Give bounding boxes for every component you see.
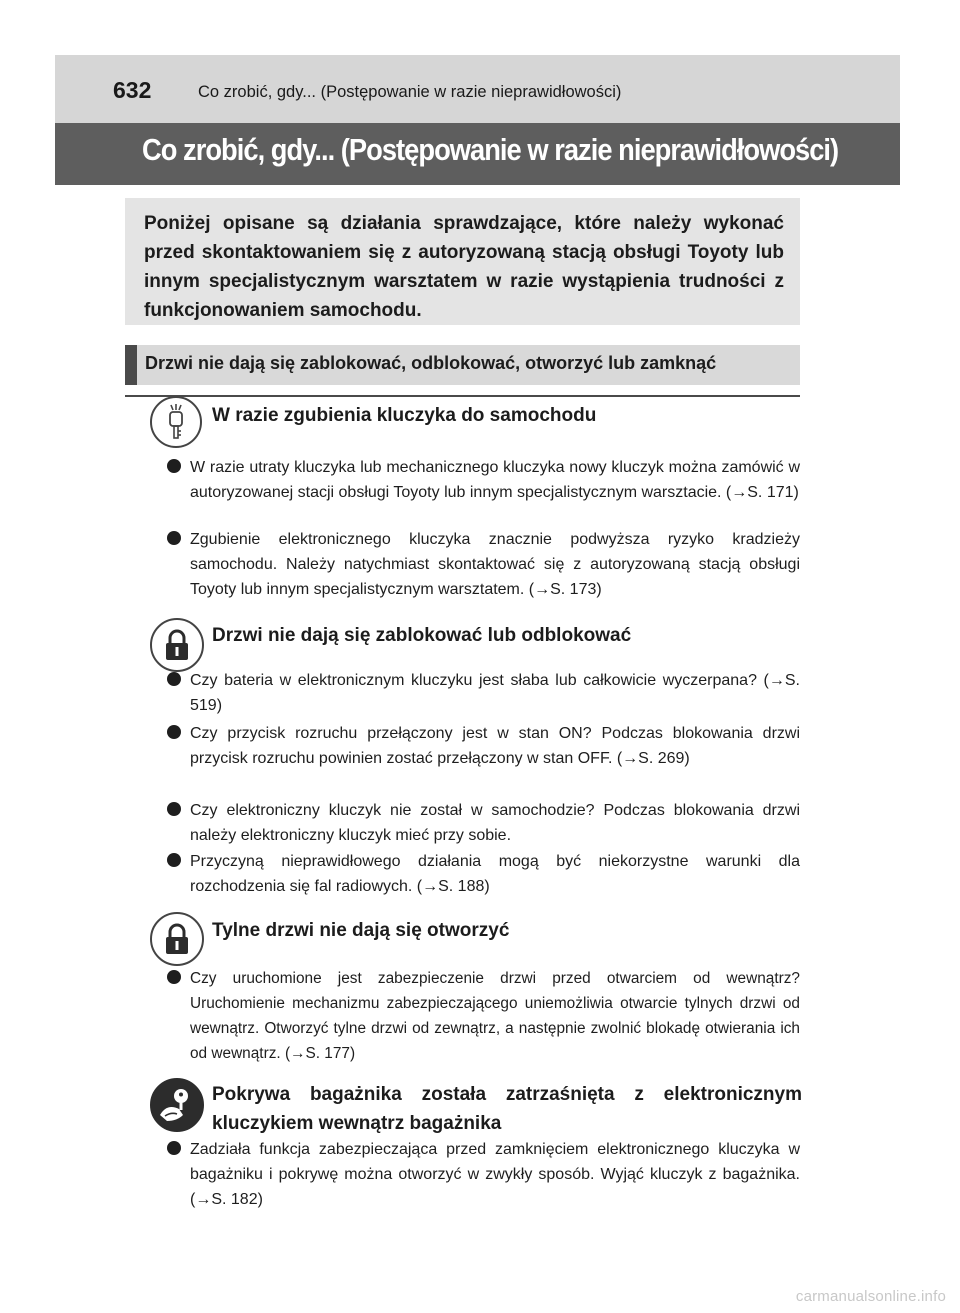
trunk-key-icon <box>150 1078 204 1132</box>
list-item <box>167 966 800 1066</box>
list-item <box>167 455 800 505</box>
list-item <box>167 849 800 899</box>
section-bar <box>125 345 137 385</box>
bullet-icon <box>167 531 181 545</box>
key-icon <box>150 396 202 448</box>
bullet-icon <box>167 1141 181 1155</box>
subsection-title: Tylne drzwi nie dają się otworzyć <box>212 920 510 941</box>
bullet-text: Czy bateria w elektronicznym kluczyku jest słaba lub całkowicie wyczerpana? (→S. 519) <box>190 672 800 714</box>
watermark: carmanualsonline.info <box>795 1288 946 1305</box>
section-title: Drzwi nie dają się zablokować, odblokować, otworzyć lub zamknąć <box>145 353 717 373</box>
bullet-text: Zadziała funkcja zabezpieczająca przed zamknięciem elektronicznego kluczyka w bagażniku i pokrywę można otworzyć w zwykły sposób. Wyjąć kluczyk z bagażnika. (→S. 182) <box>190 1141 800 1208</box>
bullet-icon <box>167 802 181 816</box>
list-item <box>167 668 800 718</box>
subsection-title: Pokrywa bagażnika została zatrzaśnięta z elektronicznym kluczykiem wewnątrz bagażnika <box>212 1084 802 1134</box>
bullet-text: Czy przycisk rozruchu przełączony jest w stan ON? Podczas blokowania drzwi przycisk rozruchu powinien zostać przełączony w stan OFF. (→S. 269) <box>190 725 800 767</box>
bullet-icon <box>167 459 181 473</box>
lock-icon <box>150 912 204 966</box>
running-title: Co zrobić, gdy... (Postępowanie w razie nieprawidłowości) <box>198 83 622 101</box>
intro-text: Poniżej opisane są działania sprawdzające, które należy wykonać przed skontaktowaniem się z autoryzowaną stacją obsługi Toyoty lub innym specjalistycznym warsztatem w razie wystąpienia trudności z funkcjonowaniem samochodu. <box>144 213 784 321</box>
subsection-title: Drzwi nie dają się zablokować lub odblokować <box>212 625 632 646</box>
list-item <box>167 721 800 771</box>
bullet-text: Czy elektroniczny kluczyk nie został w samochodzie? Podczas blokowania drzwi należy elektroniczny kluczyk mieć przy sobie. <box>190 802 800 844</box>
bullet-icon <box>167 970 181 984</box>
lock-icon <box>150 618 204 672</box>
list-item <box>167 1137 800 1212</box>
subsection-title: W razie zgubienia kluczyka do samochodu <box>212 405 597 426</box>
bullet-icon <box>167 853 181 867</box>
page-title: Co zrobić, gdy... (Postępowanie w razie nieprawidłowości) <box>142 132 839 167</box>
list-item <box>167 798 800 848</box>
page-number: 632 <box>113 77 152 103</box>
bullet-text: W razie utraty kluczyka lub mechanicznego kluczyka nowy kluczyk można zamówić w autoryzowanej stacji obsługi Toyoty lub innym specjalistycznym warsztacie. (→S. 171) <box>190 459 800 501</box>
bullet-text: Zgubienie elektronicznego kluczyka znacznie podwyższa ryzyko kradzieży samochodu. Należy natychmiast skontaktować się z autoryzowaną stacją obsługi Toyoty lub innym specjalistycznym warsztatem. (→S. 173) <box>190 531 800 598</box>
bullet-icon <box>167 725 181 739</box>
section-header <box>125 345 800 385</box>
bullet-text: Czy uruchomione jest zabezpieczenie drzwi przed otwarciem od wewnątrz? Uruchomienie mechanizmu zabezpieczającego uniemożliwia otwarcie tylnych drzwi od wewnątrz. Otworzyć tylne drzwi od zewnątrz, a następnie zwolnić blokadę otwierania ich od wewnątrz. (→S. 177) <box>190 970 800 1062</box>
bullet-text: Przyczyną nieprawidłowego działania mogą być niekorzystne warunki dla rozchodzenia się fal radiowych. (→S. 188) <box>190 853 800 895</box>
bullet-icon <box>167 672 181 686</box>
list-item <box>167 527 800 602</box>
section-rule <box>125 395 800 397</box>
